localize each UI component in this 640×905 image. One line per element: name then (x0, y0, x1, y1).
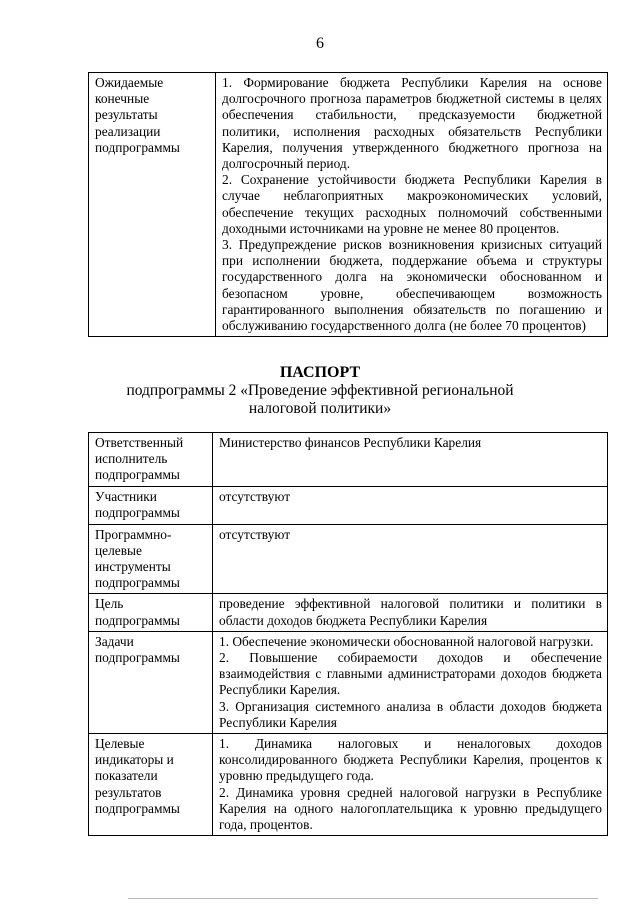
passport-subtitle-line-1: подпрограммы 2 «Проведение эффективной региональной (126, 382, 514, 399)
row-label: Программно-целевые инструменты подпрограммы (89, 524, 213, 594)
row-label: Ожидаемые конечные результаты реализации подпрограммы (89, 73, 216, 337)
row-label: Ответственный исполнитель подпрограммы (89, 433, 213, 487)
passport-subtitle-line-2: налоговой политики» (248, 400, 392, 417)
row-content (213, 433, 608, 487)
list-item: отсутствуют (219, 488, 291, 504)
page-number: 6 (316, 35, 324, 52)
list-item: Министерство финансов Республики Карелия (219, 435, 482, 450)
list-item: 1. Динамика налоговых и неналоговых доходов консолидированного бюджета Республики Карелия, процентов к уровню предыдущего года. (219, 736, 602, 784)
list-item: 2. Повышение собираемости доходов и обеспечение взаимодействия с главными администраторами доходов бюджета Республики Карелия. (219, 650, 602, 698)
list-item: 2. Динамика уровня средней налоговой нагрузки в Республике Карелия на одного налогоплательщика к уровню предыдущего года, процентов. (219, 784, 602, 833)
row-content (213, 734, 608, 836)
row-label: Цель подпрограммы (89, 594, 213, 631)
row-label: Участники подпрограммы (89, 486, 213, 524)
list-item: 2. Сохранение устойчивости бюджета Республики Карелия в случае неблагоприятных макроэкономических условий, обеспечение текущих расходных полномочий собственными доходными источниками на уровне не менее 80 процентов. (222, 172, 602, 236)
row-content (213, 524, 608, 594)
row-content (216, 73, 608, 337)
passport-heading (0, 363, 640, 418)
table-row (89, 486, 608, 524)
bottom-divider (128, 898, 598, 899)
passport-title: ПАСПОРТ (279, 364, 361, 381)
list-item: отсутствуют (219, 526, 291, 542)
list-item: 3. Организация системного анализа в области доходов бюджета Республики Карелия (219, 698, 602, 730)
list-item: проведение эффективной налоговой политики и политики в области доходов бюджета Республики Карелия (219, 596, 602, 628)
table-row (89, 433, 608, 487)
row-content (213, 486, 608, 524)
table-row (89, 594, 608, 631)
expected-results-table (88, 72, 608, 337)
list-item: 1. Формирование бюджета Республики Карелия на основе долгосрочного прогноза параметров бюджетной системы в целях обеспечения стабильности, предсказуемости бюджетной политики, исполнения расходных обязательств Республики Карелия, получения утвержденного бюджетного прогноза на долгосрочный период. (222, 75, 602, 172)
table-row (89, 631, 608, 733)
row-content (213, 631, 608, 733)
table-row (89, 524, 608, 594)
row-label: Целевые индикаторы и показатели результатов подпрограммы (89, 734, 213, 836)
table-row (89, 734, 608, 836)
row-content (213, 594, 608, 631)
row-label: Задачи подпрограммы (89, 631, 213, 733)
list-item: 1. Обеспечение экономически обоснованной налоговой нагрузки. (219, 633, 594, 649)
list-item: 3. Предупреждение рисков возникновения кризисных ситуаций при исполнении бюджета, поддержание объема и структуры государственного долга на экономически обоснованном и безопасном уровне, обеспечивающем возможность гарантированного выполнения обязательств по погашению и обслуживанию государственного долга (не более 70 процентов) (222, 237, 602, 334)
passport-table (88, 432, 608, 836)
table-row (89, 73, 608, 337)
